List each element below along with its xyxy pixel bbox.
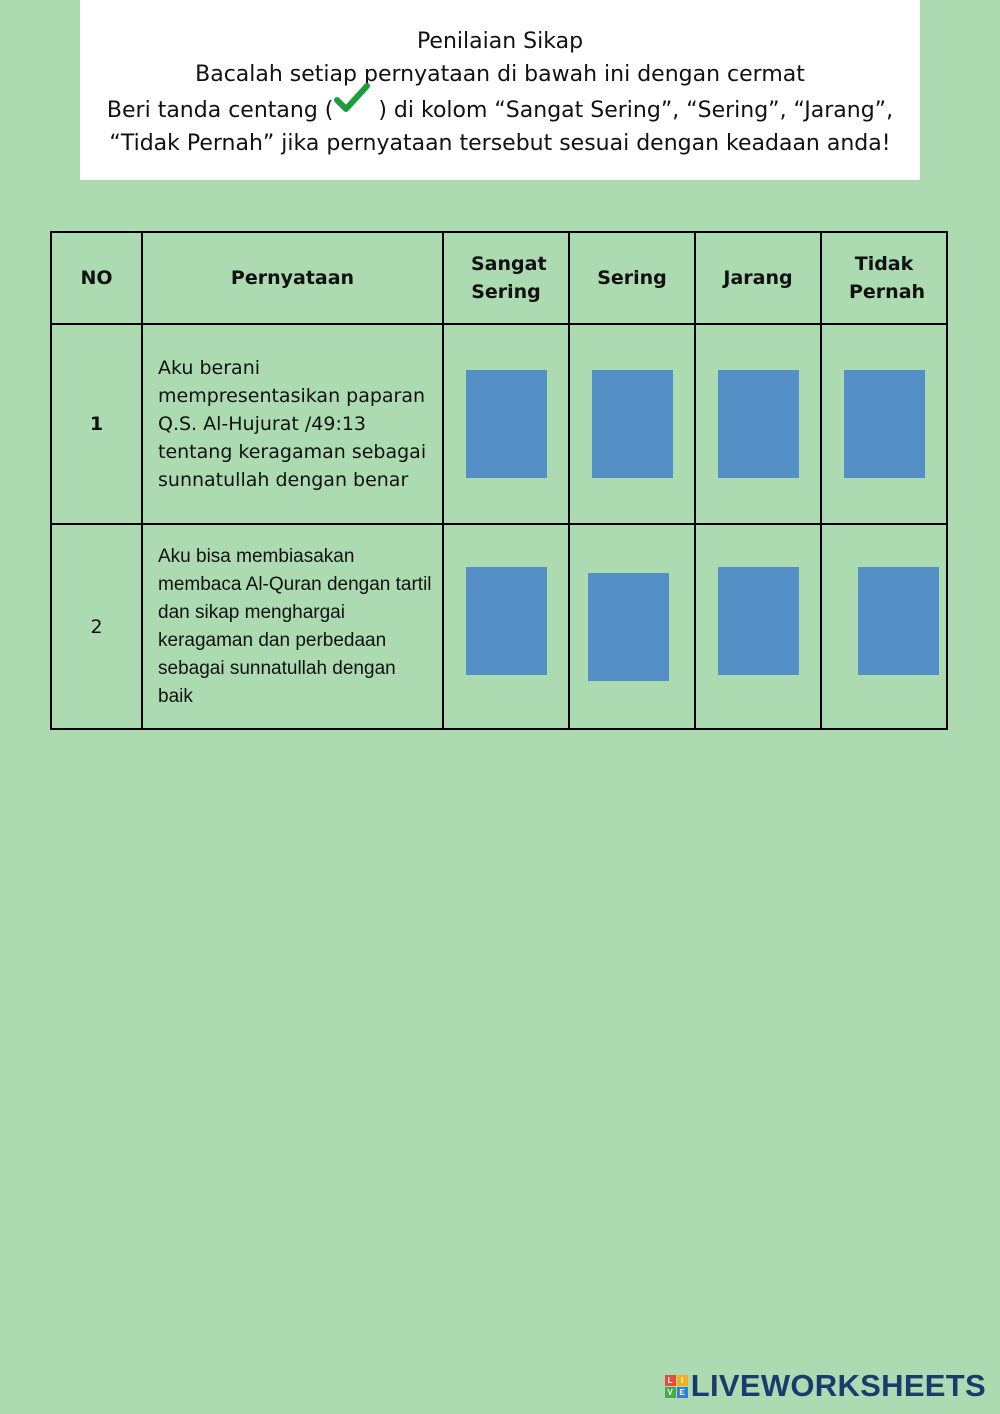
logo-mark-l: L [665,1375,676,1386]
answer-cell-sangat-sering [443,524,569,729]
table-row [51,324,947,524]
logo-mark-icon [665,1375,688,1398]
logo-mark-e: E [677,1387,688,1398]
instruction-line-3: “Tidak Pernah” jika pernyataan tersebut sesuai dengan keadaan anda! [109,130,891,156]
answer-box-jarang[interactable] [718,567,799,675]
row-number: 2 [51,524,142,729]
answer-cell-sering [569,524,695,729]
instruction-line-2-start: Beri tanda centang ( [106,98,334,123]
table-header-row [51,232,947,324]
assessment-table [50,231,948,730]
answer-box-sering[interactable] [588,573,669,681]
header-statement: Pernyataan [142,232,443,324]
page-title: Penilaian Sikap [416,29,584,54]
answer-box-jarang[interactable] [718,370,799,478]
logo-mark-i: I [677,1375,688,1386]
statement-text: Aku bisa membiasakan membaca Al-Quran dengan tartil dan sikap menghargai keragaman dan perbedaan sebagai sunnatullah dengan baik [142,524,443,729]
header-no: NO [51,232,142,324]
answer-box-tidak-pernah[interactable] [858,567,939,675]
answer-cell-sangat-sering [443,324,569,524]
answer-cell-tidak-pernah [821,324,947,524]
instruction-line-2 [80,91,920,128]
header-tidak-pernah-label: Tidak Pernah [849,253,926,303]
header-sangat-sering [443,232,569,324]
answer-cell-jarang [695,324,821,524]
liveworksheets-logo [665,1368,986,1404]
instruction-line-1: Bacalah setiap pernyataan di bawah ini dengan cermat [195,61,805,87]
logo-text: LIVEWORKSHEETS [690,1368,986,1403]
answer-cell-jarang [695,524,821,729]
answer-cell-sering [569,324,695,524]
statement-text: Aku berani mempresentasikan paparan Q.S. Al-Hujurat /49:13 tentang keragaman sebagai sunnatullah dengan benar [142,324,443,524]
answer-box-sangat-sering[interactable] [466,567,547,675]
logo-mark-v: V [665,1387,676,1398]
header-sangat-sering-label: Sangat Sering [471,253,547,303]
header-tidak-pernah [821,232,947,324]
answer-box-sangat-sering[interactable] [466,370,547,478]
answer-cell-tidak-pernah [821,524,947,729]
header-jarang: Jarang [695,232,821,324]
answer-box-sering[interactable] [592,370,673,478]
header-sering: Sering [569,232,695,324]
answer-box-tidak-pernah[interactable] [844,370,925,478]
instructions-panel [80,0,920,180]
instruction-line-2-end: ) di kolom “Sangat Sering”, “Sering”, “Jarang”, [371,98,894,123]
table-row [51,524,947,729]
check-icon [333,83,371,113]
row-number: 1 [51,324,142,524]
